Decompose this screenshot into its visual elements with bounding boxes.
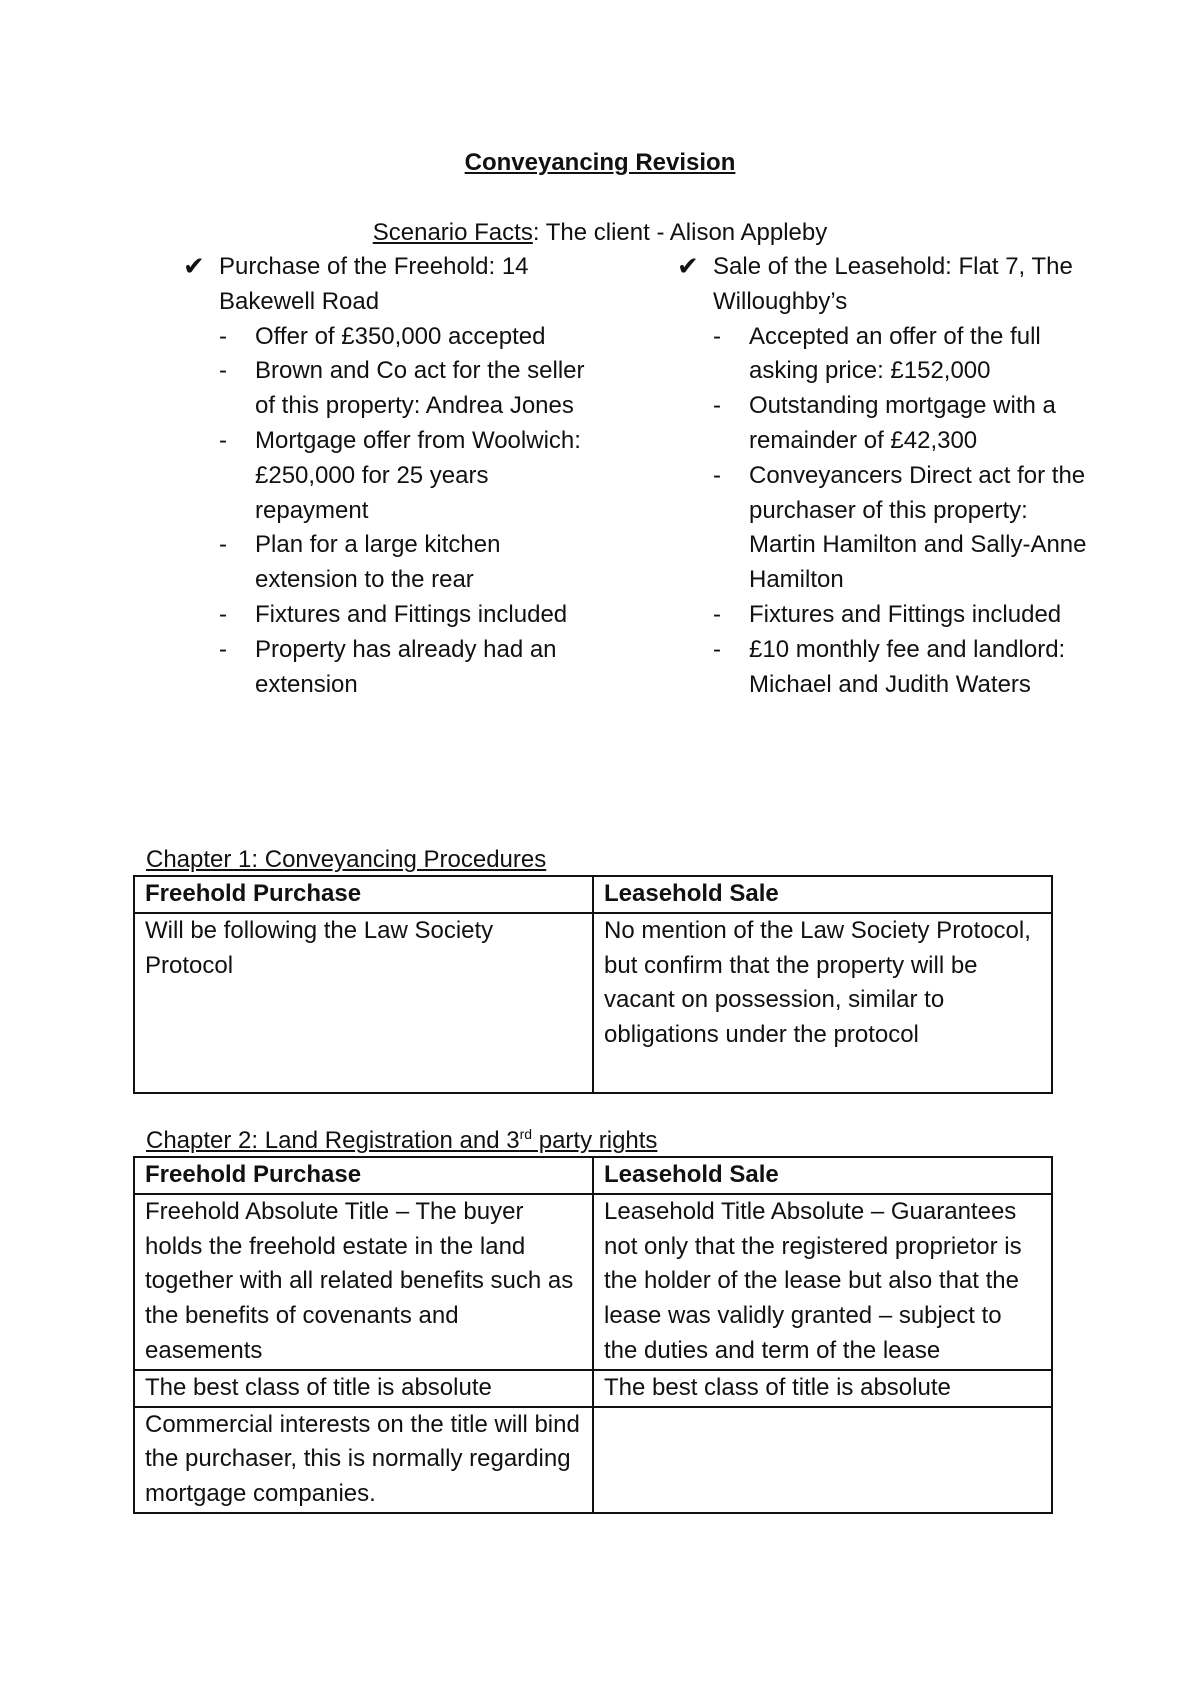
table-header-freehold: Freehold Purchase <box>134 876 593 913</box>
list-item <box>183 320 603 355</box>
list-item-text: Outstanding mortgage with a remainder of £42,300 <box>749 392 1056 454</box>
table-row <box>134 1370 1052 1407</box>
table-row <box>134 1194 1052 1370</box>
list-item <box>677 389 1097 459</box>
dash-bullet: - <box>219 531 227 559</box>
document-title: Conveyancing Revision <box>464 149 736 176</box>
checkmark-icon: ✔ <box>677 252 699 282</box>
chapter2-heading-text: Chapter 2: Land Registration and 3 <box>146 1127 520 1154</box>
list-item <box>183 598 603 633</box>
table-cell: The best class of title is absolute <box>134 1370 593 1407</box>
table-cell: No mention of the Law Society Protocol, but confirm that the property will be vacant on possession, similar to obligations under the protocol <box>593 913 1052 1093</box>
chapter1-table <box>133 875 1053 1094</box>
table-header-row <box>134 1157 1052 1194</box>
table-header-leasehold: Leasehold Sale <box>593 1157 1052 1194</box>
table-row <box>134 913 1052 1093</box>
table-header-freehold: Freehold Purchase <box>134 1157 593 1194</box>
leasehold-facts-heading <box>677 250 1097 320</box>
list-item-text: Fixtures and Fittings included <box>255 600 568 628</box>
list-item <box>677 459 1097 598</box>
chapter2-heading-rest: party rights <box>532 1127 658 1154</box>
leasehold-facts-list <box>677 320 1097 703</box>
checkmark-icon: ✔ <box>183 252 205 282</box>
table-cell <box>593 1407 1052 1513</box>
dash-bullet: - <box>713 461 721 489</box>
scenario-line <box>0 218 1200 248</box>
table-cell: Leasehold Title Absolute – Guarantees not only that the registered proprietor is the holder of the lease but also that the lease was validly granted – subject to the duties and term of the lease <box>593 1194 1052 1370</box>
dash-bullet: - <box>713 635 721 663</box>
table-cell: Freehold Absolute Title – The buyer holds the freehold estate in the land together with all related benefits such as the benefits of covenants and easements <box>134 1194 593 1370</box>
list-item-text: Accepted an offer of the full asking price: £152,000 <box>749 322 1041 385</box>
dash-bullet: - <box>713 322 721 350</box>
dash-bullet: - <box>219 426 227 454</box>
leasehold-facts-column <box>677 250 1097 702</box>
list-item <box>183 633 603 703</box>
dash-bullet: - <box>713 600 721 628</box>
table-header-row <box>134 876 1052 913</box>
list-item <box>677 633 1097 703</box>
scenario-text: : The client - Alison Appleby <box>532 219 828 246</box>
dash-bullet: - <box>219 600 227 628</box>
list-item-text: £10 monthly fee and landlord: Michael and Judith Waters <box>749 635 1066 698</box>
list-item-text: Property has already had an extension <box>255 635 557 698</box>
list-item <box>183 354 603 424</box>
list-item-text: Offer of £350,000 accepted <box>255 322 546 350</box>
dash-bullet: - <box>219 322 227 350</box>
scenario-label: Scenario Facts <box>372 219 533 246</box>
table-cell: Commercial interests on the title will bind the purchaser, this is normally regarding mortgage companies. <box>134 1407 593 1513</box>
list-item-text: Plan for a large kitchen extension to the rear <box>255 531 501 594</box>
dash-bullet: - <box>219 635 227 663</box>
table-cell: The best class of title is absolute <box>593 1370 1052 1407</box>
freehold-facts-heading <box>183 250 603 320</box>
list-item <box>183 424 603 528</box>
freehold-facts-column <box>183 250 603 702</box>
list-item-text: Brown and Co act for the seller of this property: Andrea Jones <box>255 357 585 420</box>
freehold-heading-text: Purchase of the Freehold: 14 Bakewell Road <box>219 253 529 315</box>
chapter1-heading: Chapter 1: Conveyancing Procedures <box>146 846 547 873</box>
freehold-facts-list <box>183 320 603 703</box>
list-item-text: Conveyancers Direct act for the purchaser of this property: Martin Hamilton and Sally-Anne Hamilton <box>749 461 1087 594</box>
dash-bullet: - <box>219 357 227 385</box>
table-row <box>134 1407 1052 1513</box>
list-item-text: Mortgage offer from Woolwich: £250,000 for 25 years repayment <box>255 426 581 524</box>
chapter2-table <box>133 1156 1053 1514</box>
list-item <box>183 528 603 598</box>
chapter2-heading-sup: rd <box>519 1126 533 1142</box>
list-item <box>677 598 1097 633</box>
list-item <box>677 320 1097 390</box>
list-item-text: Fixtures and Fittings included <box>749 600 1062 628</box>
table-header-leasehold: Leasehold Sale <box>593 876 1052 913</box>
chapter2-heading <box>146 1126 657 1156</box>
leasehold-heading-text: Sale of the Leasehold: Flat 7, The Willoughby’s <box>713 253 1073 315</box>
table-cell: Will be following the Law Society Protocol <box>134 913 593 1093</box>
dash-bullet: - <box>713 392 721 420</box>
